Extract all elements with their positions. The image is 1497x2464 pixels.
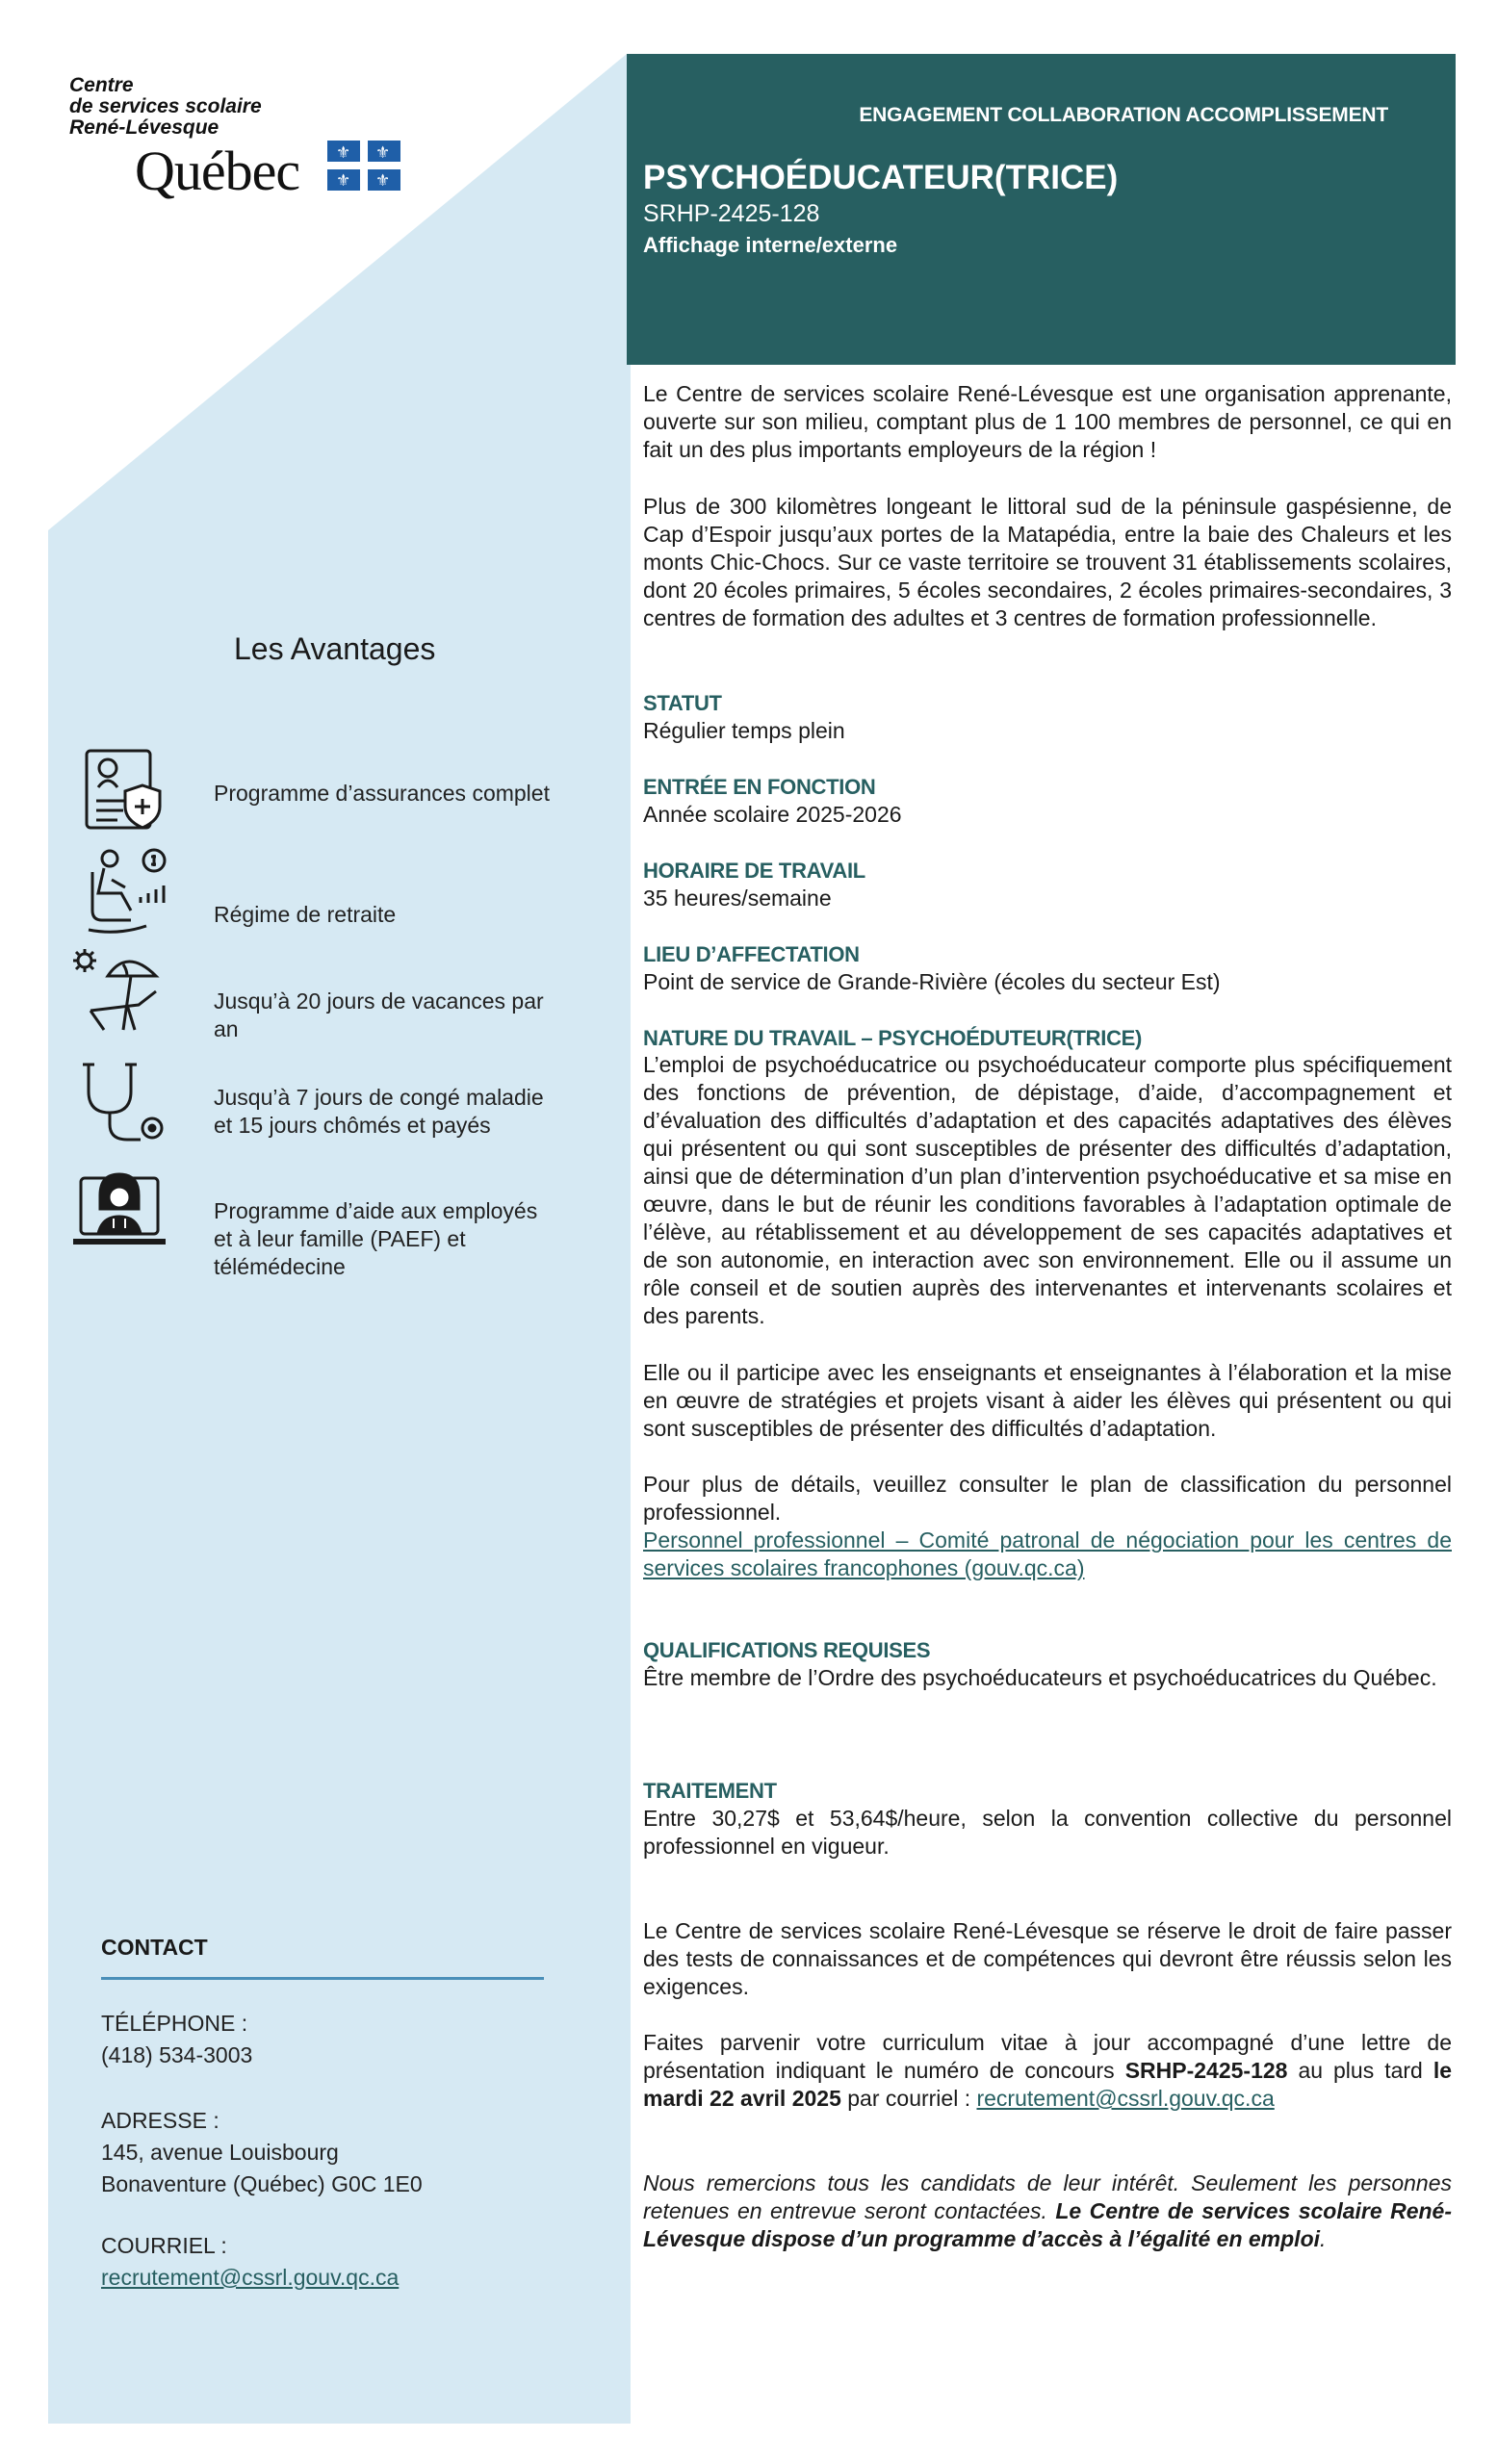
phone-label: TÉLÉPHONE : — [101, 2011, 248, 2036]
closing-paragraph-1: Le Centre de services scolaire René-Lévesque se réserve le droit de faire passer des tests de connaissances et de compétences qui devront être réussis selon les exigences. — [643, 1918, 1452, 1999]
retirement-icon — [69, 847, 175, 934]
thanks-text: Nous remercions tous les candidats de leur intérêt. Seulement les personnes retenues en entrevue seront contactées. — [643, 2170, 1452, 2223]
address-label: ADRESSE : — [101, 2108, 219, 2133]
advantage-insurance-label: Programme d’assurances complet — [214, 781, 550, 806]
job-header — [627, 54, 1456, 365]
advantages-title: Les Avantages — [234, 631, 436, 666]
logo-line-3: René-Lévesque — [69, 116, 219, 139]
horaire-heading: HORAIRE DE TRAVAIL — [643, 859, 865, 883]
advantage-retirement-label: Régime de retraite — [214, 902, 397, 927]
intro-paragraph-1: Le Centre de services scolaire René-Lévesque est une organisation apprenante, ouverte sur son milieu, comptant plus de 1 100 membres de personnel, ce qui en fait un des plus importants employeurs de la région ! — [643, 381, 1452, 462]
svg-text:⚜: ⚜ — [336, 143, 351, 163]
svg-text:⚜: ⚜ — [375, 143, 391, 163]
horaire-value: 35 heures/semaine — [643, 886, 832, 911]
address-line-2: Bonaventure (Québec) G0C 1E0 — [101, 2171, 423, 2196]
statut-heading: STATUT — [643, 691, 722, 715]
svg-text:⚜: ⚜ — [336, 171, 351, 191]
quebec-flag-icon — [327, 141, 400, 191]
classification-link[interactable]: Personnel professionnel – Comité patronal de négociation pour les centres de services scolaires francophones (gouv.qc.ca) — [643, 1527, 1452, 1580]
nature-heading: NATURE DU TRAVAIL – PSYCHOÉDUTEUR(TRICE) — [643, 1026, 1143, 1050]
job-title: PSYCHOÉDUCATEUR(TRICE) — [643, 159, 1119, 196]
nature-paragraph-2: Elle ou il participe avec les enseignants et enseignantes à l’élaboration et la mise en œuvre de stratégies et projets visant à aider les élèves qui présentent ou qui sont susceptibles de présenter des difficultés d’adaptation. — [643, 1360, 1452, 1441]
intro-paragraph-2: Plus de 300 kilomètres longeant le littoral sud de la péninsule gaspésienne, de Cap d’Espoir jusqu’aux portes de la Matapédia, entre la baie des Chaleurs et les monts Chic-Chocs. Sur ce vaste territoire se trouvent 31 établissements scolaires, dont 20 écoles primaires, 5 écoles secondaires, 2 écoles primaires-secondaires, 3 centres de formation des adultes et 3 centres de formation professionnelle. — [643, 494, 1452, 630]
contact-title: CONTACT — [101, 1935, 208, 1960]
lieu-heading: LIEU D’AFFECTATION — [643, 942, 860, 966]
qualifications-value: Être membre de l’Ordre des psychoéducateurs et psychoéducatrices du Québec. — [643, 1665, 1437, 1690]
nature-paragraph-3: Pour plus de détails, veuillez consulter le plan de classification du personnel professionnel. — [643, 1472, 1452, 1525]
address-line-1: 145, avenue Louisbourg — [101, 2140, 339, 2165]
logo-line-1: Centre — [69, 74, 134, 96]
entree-value: Année scolaire 2025-2026 — [643, 802, 902, 827]
deadline-date: le mardi 22 avril 2025 — [643, 2058, 1453, 2111]
logo-wordmark: Québec — [135, 140, 300, 202]
stethoscope-icon — [69, 1061, 175, 1147]
equal-access-statement: Le Centre de services scolaire René-Lévesque dispose d’un programme d’accès à l’égalité en emploi — [643, 2198, 1452, 2251]
advantage-sick-leave-label: Jusqu’à 7 jours de congé maladie et 15 jours chômés et payés — [214, 1085, 544, 1138]
closing-text: par courriel : — [840, 2086, 977, 2111]
entree-heading: ENTRÉE EN FONCTION — [643, 775, 876, 799]
tagline: ENGAGEMENT COLLABORATION ACCOMPLISSEMENT — [859, 104, 1388, 126]
job-code: SRHP-2425-128 — [643, 200, 820, 227]
nature-paragraph-1: L’emploi de psychoéducatrice ou psychoéducateur comporte plus spécifiquement des fonctions de prévention, de dépistage, d’aide, d’accompagnement et d’évaluation des difficultés d’adaptation et des capacités adaptatives des élèves qui présentent ou qui sont susceptibles de présenter des difficultés d’adaptation, ainsi que de détermination d’un plan d’intervention psychoéducative et sa mise en œuvre, dans le but de réunir les conditions favorables à l’adaptation optimale de l’élève, au rétablissement et au développement de ses capacités adaptatives et de son autonomie, en interaction avec son environnement. Elle ou il assume un rôle conseil et de soutien auprès des intervenantes et intervenants scolaires et des parents. — [643, 1052, 1452, 1328]
lieu-value: Point de service de Grande-Rivière (écoles du secteur Est) — [643, 969, 1221, 994]
contact-email-link[interactable]: recrutement@cssrl.gouv.qc.ca — [101, 2265, 400, 2290]
contact-block — [101, 1935, 544, 2290]
advantage-vacation-label: Jusqu’à 20 jours de vacances par an — [214, 988, 544, 1041]
closing-period: . — [1320, 2226, 1327, 2251]
logo-line-2: de services scolaire — [69, 95, 262, 117]
posting-type: Affichage interne/externe — [643, 233, 898, 257]
contact-divider — [101, 1977, 544, 1980]
contest-number: SRHP-2425-128 — [1124, 2058, 1288, 2083]
closing-text: Faites parvenir votre curriculum vitae à jour accompagné d’une lettre de présentation indiquant le numéro de concours — [643, 2030, 1452, 2083]
advantage-eap-label: Programme d’aide aux employés et à leur famille (PAEF) et télémédecine — [214, 1198, 538, 1279]
qualifications-heading: QUALIFICATIONS REQUISES — [643, 1638, 931, 1662]
traitement-value: Entre 30,27$ et 53,64$/heure, selon la convention collective du personnel professionnel en vigueur. — [643, 1806, 1452, 1859]
application-email-link[interactable]: recrutement@cssrl.gouv.qc.ca — [976, 2086, 1275, 2111]
quebec-cssrl-logo — [69, 75, 416, 210]
svg-text:⚜: ⚜ — [375, 171, 391, 191]
phone-number[interactable]: (418) 534-3003 — [101, 2042, 253, 2067]
statut-value: Régulier temps plein — [643, 718, 845, 743]
telemedicine-icon — [69, 1161, 175, 1257]
closing-paragraph-3 — [643, 2169, 1452, 2253]
insurance-document-icon — [69, 747, 175, 834]
traitement-heading: TRAITEMENT — [643, 1779, 777, 1803]
beach-vacation-icon — [69, 947, 175, 1043]
email-label: COURRIEL : — [101, 2233, 227, 2258]
closing-paragraph-2 — [643, 2029, 1452, 2113]
closing-text: au plus tard — [1287, 2058, 1433, 2083]
